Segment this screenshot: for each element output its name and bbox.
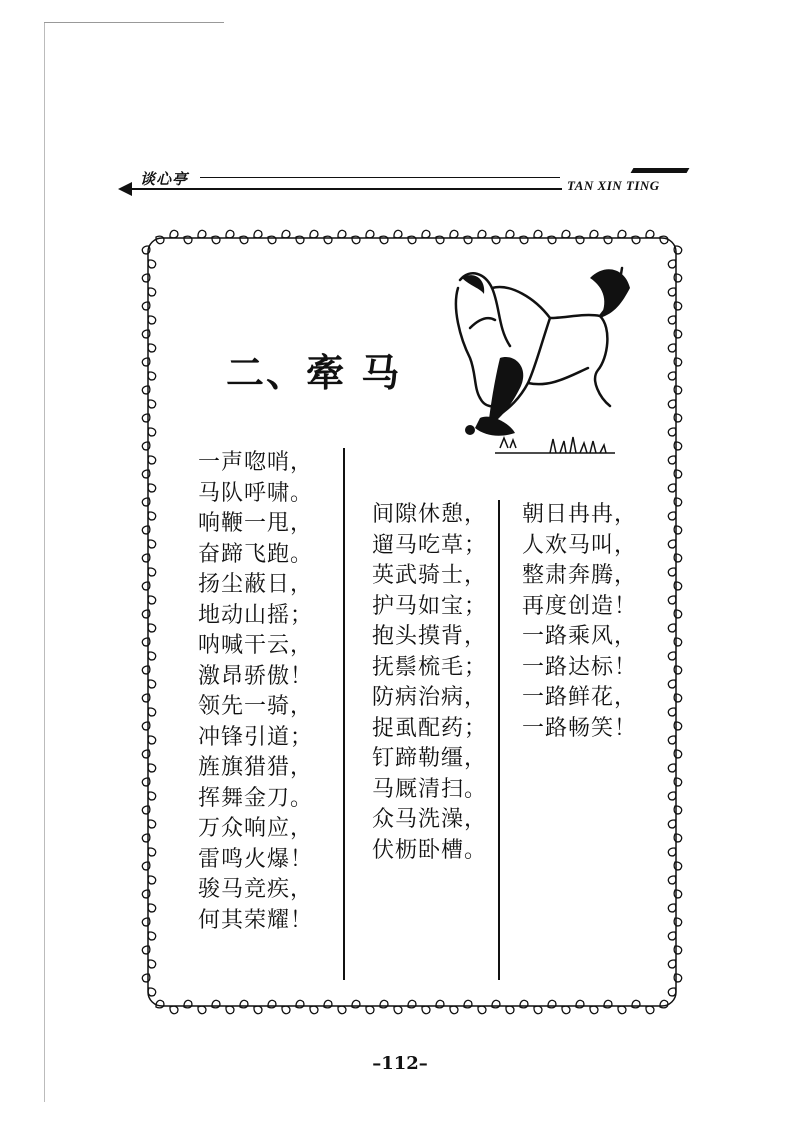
- poem-line: 地动山摇；: [198, 602, 314, 628]
- poem-line: 雷鸣火爆！: [198, 846, 314, 872]
- poem-column-3: [522, 500, 637, 744]
- poem-line: 防病治病，: [372, 685, 488, 710]
- column-divider-1: [343, 448, 345, 980]
- page-number: –112–: [372, 1053, 428, 1074]
- header-rule: [122, 188, 562, 190]
- column-divider-2: [498, 500, 500, 980]
- poem-line: 再度创造！: [522, 593, 638, 619]
- poem-line: 一声唿哨，: [198, 450, 314, 475]
- poem-column-1: [198, 448, 313, 936]
- poem-line: 一路达标！: [522, 654, 638, 680]
- header-section-label: 谈心亭: [140, 170, 189, 188]
- poem-line: 领先一骑，: [198, 694, 314, 719]
- poem-line: 一路畅笑！: [522, 715, 638, 741]
- poem-line: 朝日冉冉，: [522, 502, 638, 527]
- poem-line: 奋蹄飞跑。: [198, 541, 314, 567]
- poem-line: 万众响应，: [198, 816, 314, 841]
- poem-line: 一路乘风，: [522, 624, 638, 649]
- arrow-left-icon: [118, 182, 132, 196]
- poem-line: 众马洗澡，: [372, 807, 488, 832]
- poem-line: 抱头摸背，: [372, 624, 488, 649]
- poem-line: 扬尘蔽日，: [198, 572, 314, 597]
- poem-line: 激昂骄傲！: [198, 663, 314, 689]
- poem-line: 一路鲜花，: [522, 685, 638, 710]
- galloping-horses-illustration: [440, 258, 640, 462]
- poem-line: 整肃奔腾，: [522, 563, 638, 588]
- poem-line: 马队呼啸。: [198, 480, 314, 506]
- scan-edge-top: [44, 22, 224, 23]
- poem-line: 伏枥卧槽。: [372, 837, 488, 863]
- poem-line: 遛马吃草；: [372, 532, 488, 558]
- header-rule-upper: [200, 177, 560, 178]
- poem-line: 挥舞金刀。: [198, 785, 314, 811]
- poem-line: 钉蹄勒缰，: [372, 746, 488, 771]
- poem-column-2: [372, 500, 487, 866]
- header-accent-bar: [631, 168, 690, 173]
- scan-edge-left: [44, 22, 45, 1102]
- poem-line: 冲锋引道；: [198, 724, 314, 750]
- poem-line: 旌旗猎猎，: [198, 755, 314, 780]
- poem-line: 马厩清扫。: [372, 776, 488, 802]
- poem-line: 抚鬃梳毛；: [372, 654, 488, 680]
- poem-line: 捉虱配药；: [372, 715, 488, 741]
- poem-line: 呐喊干云，: [198, 633, 314, 658]
- poem-line: 人欢马叫，: [522, 532, 638, 558]
- poem-line: 英武骑士，: [372, 563, 488, 588]
- poem-title: 二、牽 马: [226, 351, 402, 395]
- poem-line: 何其荣耀！: [198, 907, 314, 933]
- poem-line: 间隙休憩，: [372, 502, 488, 527]
- poem-line: 响鞭一甩，: [198, 511, 314, 536]
- poem-line: 骏马竞疾，: [198, 877, 314, 902]
- poem-line: 护马如宝；: [372, 593, 488, 619]
- header-romanized-label: TAN XIN TING: [567, 178, 660, 193]
